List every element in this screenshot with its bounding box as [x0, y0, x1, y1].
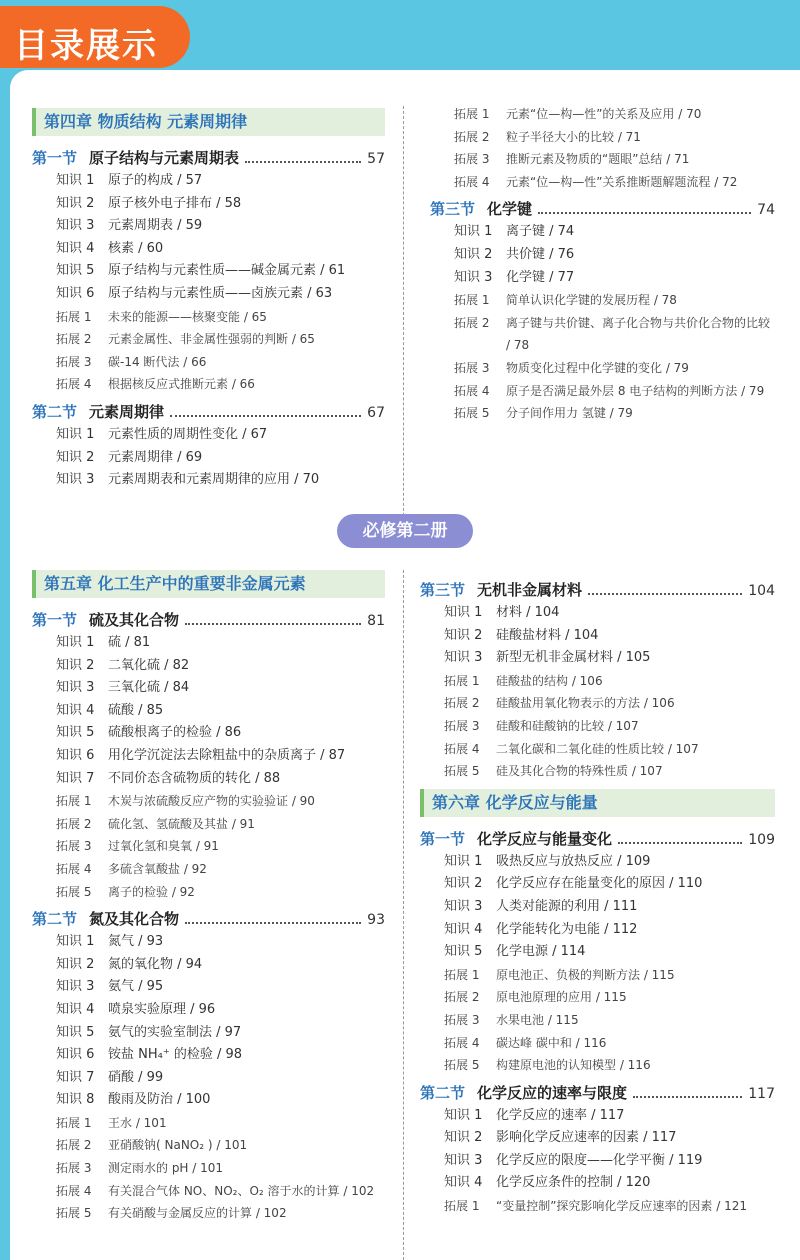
- toc-entry: [32, 283, 385, 306]
- toc-entry: [32, 1180, 385, 1203]
- toc-column-lower-right: [420, 574, 775, 1218]
- entry-tag: 拓展 1: [454, 107, 490, 121]
- header-tab: [0, 6, 190, 68]
- entry-tag: 拓展 3: [56, 839, 92, 854]
- toc-entry: [430, 244, 775, 267]
- section-heading: [32, 907, 385, 931]
- entry-text: 用化学沉淀法去除粗盐中的杂质离子 / 87: [108, 747, 346, 763]
- section-title: 无机非金属材料: [477, 581, 583, 599]
- toc-entry: [32, 954, 385, 977]
- section-heading: [32, 608, 385, 632]
- section-number: 第三节: [430, 200, 476, 219]
- entry-tag: 拓展 1: [444, 1199, 480, 1214]
- section-heading: [420, 1081, 775, 1105]
- chapter-heading: 第五章 化工生产中的重要非金属元素: [32, 570, 385, 598]
- entry-tag: 知识 2: [444, 876, 483, 892]
- toc-entry: [430, 221, 775, 244]
- entry-tag: 知识 5: [444, 944, 483, 960]
- entry-text: 原子核外电子排布 / 58: [108, 195, 242, 211]
- dot-leader: [588, 592, 742, 595]
- section-number: 第二节: [32, 910, 78, 929]
- toc-entry: [32, 632, 385, 655]
- column-divider: [403, 570, 404, 1260]
- entry-text: 物质变化过程中化学键的变化 / 79: [506, 360, 689, 375]
- toc-entry: [32, 424, 385, 447]
- entry-tag: 知识 1: [56, 635, 95, 650]
- section-number: 第二节: [32, 402, 78, 421]
- entry-text: 硅及其化合物的特殊性质 / 107: [496, 764, 663, 779]
- entry-tag: 拓展 3: [444, 1012, 480, 1027]
- toc-entry: [430, 312, 775, 357]
- entry-tag: 知识 6: [56, 285, 95, 301]
- section-page: 57: [367, 151, 385, 167]
- entry-tag: 知识 3: [56, 979, 95, 995]
- toc-entry: [32, 722, 385, 745]
- entry-text: 化学反应条件的控制 / 120: [496, 1175, 651, 1191]
- entry-text: 三氧化硫 / 84: [108, 680, 190, 696]
- entry-tag: 拓展 4: [56, 1183, 92, 1198]
- toc-entry: [420, 873, 775, 896]
- entry-tag: 知识 6: [56, 747, 95, 763]
- entry-tag: 知识 2: [56, 956, 95, 972]
- column-divider: [403, 106, 404, 546]
- entry-text: 元素周期表和元素周期律的应用 / 70: [108, 472, 320, 488]
- entry-text: 离子的检验 / 92: [108, 884, 195, 899]
- entry-text: 化学能转化为电能 / 112: [496, 921, 638, 937]
- entry-tag: 拓展 5: [56, 1206, 92, 1221]
- entry-tag: 知识 5: [56, 1024, 95, 1040]
- section-page: 81: [367, 613, 385, 629]
- toc-entry: [32, 745, 385, 768]
- toc-entry: [32, 373, 385, 396]
- entry-text: 水果电池 / 115: [496, 1012, 579, 1027]
- entry-tag: 拓展 4: [56, 377, 92, 392]
- entry-text: 亚硝酸钠( NaNO₂ ) / 101: [108, 1138, 248, 1153]
- entry-text: 人类对能源的利用 / 111: [496, 898, 638, 914]
- entry-text: 化学键 / 77: [506, 269, 575, 285]
- entry-text: 王水 / 101: [108, 1115, 167, 1130]
- toc-entry: [32, 447, 385, 470]
- entry-tag: 知识 5: [56, 725, 95, 741]
- entry-text: 二氧化碳和二氧化硅的性质比较 / 107: [496, 741, 699, 756]
- toc-entry: [420, 602, 775, 625]
- entry-tag: 知识 3: [444, 650, 483, 666]
- entry-tag: 知识 3: [56, 218, 95, 234]
- entry-tag: 知识 3: [56, 680, 95, 696]
- entry-text: 硫化氢、氢硫酸及其盐 / 91: [108, 816, 255, 831]
- entry-tag: 拓展 3: [454, 152, 490, 167]
- entry-tag: 拓展 2: [454, 129, 490, 144]
- toc-entry: [420, 1105, 775, 1128]
- entry-tag: 拓展 4: [454, 383, 490, 398]
- entry-tag: 拓展 2: [56, 816, 92, 831]
- toc-entry: [32, 768, 385, 791]
- entry-tag: 知识 2: [444, 1130, 483, 1146]
- toc-entry: [32, 1089, 385, 1112]
- toc-entry: [430, 357, 775, 380]
- toc-entry: [430, 267, 775, 290]
- entry-text: 氨气的实验室制法 / 97: [108, 1024, 242, 1040]
- entry-tag: 知识 2: [454, 246, 493, 262]
- toc-entry: [32, 700, 385, 723]
- toc-entry: [420, 692, 775, 715]
- entry-tag: 拓展 4: [454, 174, 490, 189]
- entry-text: 原子的构成 / 57: [108, 173, 203, 188]
- entry-tag: 拓展 4: [444, 741, 480, 756]
- entry-tag: 知识 3: [444, 1152, 483, 1168]
- section-heading: [420, 827, 775, 851]
- entry-tag: 拓展 4: [444, 1035, 480, 1050]
- entry-text: 新型无机非金属材料 / 105: [496, 650, 651, 666]
- dot-leader: [538, 211, 751, 214]
- entry-text: 材料 / 104: [496, 605, 560, 620]
- entry-text: 化学电源 / 114: [496, 944, 586, 960]
- entry-text: 铵盐 NH₄⁺ 的检验 / 98: [108, 1047, 243, 1063]
- entry-text: 影响化学反应速率的因素 / 117: [496, 1130, 677, 1146]
- entry-text: 硫 / 81: [108, 635, 151, 650]
- toc-entry: [32, 790, 385, 813]
- entry-tag: 拓展 1: [56, 794, 92, 809]
- toc-entry: [32, 328, 385, 351]
- section-title: 硫及其化合物: [89, 611, 180, 629]
- entry-text: 氮气 / 93: [108, 934, 164, 950]
- entry-text: 硝酸 / 99: [108, 1069, 164, 1085]
- entry-tag: 拓展 3: [56, 1161, 92, 1176]
- toc-entry: [420, 1009, 775, 1032]
- entry-tag: 知识 4: [444, 1175, 483, 1191]
- entry-tag: 知识 2: [56, 195, 95, 211]
- section-page: 109: [748, 831, 775, 848]
- entry-text: 核素 / 60: [108, 240, 164, 256]
- entry-text: 不同价态含硫物质的转化 / 88: [108, 770, 281, 786]
- entry-tag: 知识 4: [56, 240, 95, 256]
- entry-text: 硅酸盐用氧化物表示的方法 / 106: [496, 696, 675, 711]
- entry-text: 分子间作用力 氢键 / 79: [506, 406, 633, 421]
- toc-entry: [32, 1202, 385, 1225]
- entry-text: 有关硝酸与金属反应的计算 / 102: [108, 1206, 287, 1221]
- toc-entry: [32, 655, 385, 678]
- toc-sheet: [10, 70, 800, 1260]
- entry-tag: 拓展 2: [444, 990, 480, 1005]
- entry-text: 硅酸盐材料 / 104: [496, 627, 599, 643]
- entry-text: 构建原电池的认知模型 / 116: [496, 1058, 651, 1073]
- entry-text: 多硫含氧酸盐 / 92: [108, 861, 207, 876]
- entry-text: 元素周期表 / 59: [108, 218, 203, 234]
- toc-entry: [430, 126, 775, 149]
- toc-column-upper-left: [32, 108, 385, 492]
- entry-text: 喷泉实验原理 / 96: [108, 1001, 216, 1017]
- entry-text: 元素“位—构—性”的关系及应用 / 70: [506, 107, 702, 121]
- entry-tag: 知识 1: [454, 224, 493, 240]
- toc-entry: [32, 238, 385, 261]
- entry-tag: 知识 4: [56, 1001, 95, 1017]
- entry-tag: 拓展 5: [56, 884, 92, 899]
- toc-entry: [32, 1157, 385, 1180]
- toc-entry: [420, 670, 775, 693]
- entry-tag: 知识 2: [56, 449, 95, 465]
- entry-tag: 知识 1: [444, 605, 483, 620]
- entry-tag: 拓展 3: [56, 354, 92, 369]
- section-number: 第一节: [32, 611, 78, 629]
- toc-entry: [32, 835, 385, 858]
- entry-tag: 知识 4: [444, 921, 483, 937]
- entry-text: 离子键 / 74: [506, 224, 575, 240]
- entry-tag: 拓展 5: [444, 1058, 480, 1073]
- toc-column-lower-left: [32, 570, 385, 1225]
- toc-entry: [32, 858, 385, 881]
- entry-text: 氨气 / 95: [108, 979, 164, 995]
- entry-text: 过氧化氢和臭氧 / 91: [108, 839, 219, 854]
- entry-text: 原子结构与元素性质——碱金属元素 / 61: [108, 263, 346, 279]
- toc-entry: [32, 306, 385, 329]
- toc-entry: [32, 813, 385, 836]
- entry-tag: 知识 8: [56, 1092, 95, 1108]
- entry-text: “变量控制”探究影响化学反应速率的因素 / 121: [496, 1199, 748, 1214]
- toc-entry: [32, 931, 385, 954]
- entry-text: 化学反应的限度——化学平衡 / 119: [496, 1152, 703, 1168]
- section-page: 117: [748, 1085, 775, 1102]
- entry-tag: 拓展 1: [56, 1115, 92, 1130]
- toc-entry: [420, 738, 775, 761]
- toc-entry: [32, 469, 385, 492]
- entry-tag: 拓展 2: [444, 696, 480, 711]
- entry-text: 推断元素及物质的“题眼”总结 / 71: [506, 152, 690, 167]
- section-title: 元素周期律: [89, 402, 165, 421]
- section-number: 第一节: [32, 149, 78, 167]
- section-heading: [430, 197, 775, 221]
- dot-leader: [170, 414, 361, 417]
- entry-tag: 知识 3: [444, 898, 483, 914]
- entry-tag: 拓展 3: [454, 360, 490, 375]
- toc-entry: [430, 289, 775, 312]
- entry-tag: 拓展 5: [454, 406, 490, 421]
- toc-entry: [32, 1112, 385, 1135]
- entry-tag: 拓展 1: [454, 293, 490, 308]
- dot-leader: [618, 841, 742, 844]
- entry-text: 木炭与浓硫酸反应产物的实验验证 / 90: [108, 794, 315, 809]
- entry-text: 共价键 / 76: [506, 246, 575, 262]
- entry-text: 原子是否满足最外层 8 电子结构的判断方法 / 79: [506, 383, 765, 398]
- entry-text: 原电池原理的应用 / 115: [496, 990, 627, 1005]
- entry-text: 硫酸根离子的检验 / 86: [108, 725, 242, 741]
- toc-entry: [420, 715, 775, 738]
- entry-tag: 拓展 2: [56, 332, 92, 347]
- section-page: 93: [367, 912, 385, 929]
- toc-entry: [32, 1067, 385, 1090]
- entry-text: 原电池正、负极的判断方法 / 115: [496, 967, 675, 982]
- entry-tag: 拓展 4: [56, 861, 92, 876]
- toc-entry: [32, 1044, 385, 1067]
- entry-text: 氮的氧化物 / 94: [108, 956, 203, 972]
- toc-entry: [420, 625, 775, 648]
- entry-text: 硫酸 / 85: [108, 702, 164, 718]
- toc-entry: [430, 380, 775, 403]
- entry-tag: 知识 1: [56, 426, 95, 442]
- chapter-heading: 第六章 化学反应与能量: [420, 789, 775, 817]
- dot-leader: [185, 921, 361, 924]
- chapter-heading: 第四章 物质结构 元素周期律: [32, 108, 385, 136]
- entry-text: 粒子半径大小的比较 / 71: [506, 129, 641, 144]
- dot-leader: [185, 622, 361, 625]
- toc-entry: [430, 171, 775, 194]
- section-page: 104: [748, 583, 775, 599]
- section-title: 原子结构与元素周期表: [89, 149, 240, 167]
- entry-text: 元素“位—构—性”关系推断题解题流程 / 72: [506, 174, 738, 189]
- entry-text: 有关混合气体 NO、NO₂、O₂ 溶于水的计算 / 102: [108, 1183, 375, 1198]
- entry-text: 元素金属性、非金属性强弱的判断 / 65: [108, 332, 315, 347]
- toc-entry: [420, 851, 775, 874]
- entry-tag: 拓展 1: [444, 967, 480, 982]
- entry-text: 碳-14 断代法 / 66: [108, 354, 207, 369]
- toc-column-upper-right: [430, 103, 775, 425]
- section-heading: [32, 400, 385, 424]
- section-title: 化学反应与能量变化: [477, 829, 613, 848]
- dot-leader: [633, 1095, 742, 1098]
- section-number: 第二节: [420, 1083, 466, 1102]
- section-number: 第一节: [420, 829, 466, 848]
- entry-text: 简单认识化学键的发展历程 / 78: [506, 293, 677, 308]
- toc-entry: [32, 677, 385, 700]
- toc-entry: [430, 148, 775, 171]
- entry-tag: 拓展 1: [56, 309, 92, 324]
- entry-text: 硅酸和硅酸钠的比较 / 107: [496, 718, 639, 733]
- toc-entry: [32, 976, 385, 999]
- entry-text: 硅酸盐的结构 / 106: [496, 673, 603, 688]
- toc-entry: [420, 1127, 775, 1150]
- entry-tag: 知识 4: [56, 702, 95, 718]
- page-title: 目录展示: [14, 26, 158, 66]
- section-title: 氮及其化合物: [89, 910, 180, 929]
- toc-entry: [32, 193, 385, 216]
- toc-entry: [430, 103, 775, 126]
- section-number: 第三节: [420, 581, 466, 599]
- entry-text: 原子结构与元素性质——卤族元素 / 63: [108, 285, 333, 301]
- toc-entry: [32, 1022, 385, 1045]
- entry-text: 碳达峰 碳中和 / 116: [496, 1035, 607, 1050]
- toc-entry: [420, 1195, 775, 1218]
- entry-text: 未来的能源——核聚变能 / 65: [108, 309, 267, 324]
- entry-tag: 拓展 1: [444, 673, 480, 688]
- toc-entry: [420, 941, 775, 964]
- entry-tag: 拓展 5: [444, 764, 480, 779]
- entry-tag: 拓展 2: [454, 315, 490, 330]
- toc-entry: [420, 1032, 775, 1055]
- toc-entry: [32, 170, 385, 193]
- entry-tag: 知识 3: [454, 269, 493, 285]
- section-page: 74: [757, 202, 775, 219]
- entry-text: 元素周期律 / 69: [108, 449, 203, 465]
- section-page: 67: [367, 404, 385, 421]
- entry-tag: 拓展 2: [56, 1138, 92, 1153]
- entry-text: 二氧化硫 / 82: [108, 657, 190, 673]
- toc-entry: [420, 647, 775, 670]
- section-heading: [32, 146, 385, 170]
- entry-tag: 知识 1: [444, 853, 483, 869]
- entry-tag: 知识 3: [56, 472, 95, 488]
- toc-entry: [430, 402, 775, 425]
- entry-tag: 知识 1: [444, 1107, 483, 1123]
- entry-text: 化学反应的速率 / 117: [496, 1107, 625, 1123]
- entry-tag: 知识 2: [444, 627, 483, 643]
- entry-text: 吸热反应与放热反应 / 109: [496, 853, 651, 869]
- entry-tag: 知识 1: [56, 173, 95, 188]
- toc-entry: [32, 215, 385, 238]
- toc-entry: [32, 260, 385, 283]
- toc-entry: [32, 999, 385, 1022]
- toc-entry: [32, 351, 385, 374]
- toc-entry: [420, 760, 775, 783]
- toc-entry: [420, 1172, 775, 1195]
- toc-entry: [32, 881, 385, 904]
- toc-entry: [420, 964, 775, 987]
- toc-entry: [420, 896, 775, 919]
- entry-tag: 知识 7: [56, 770, 95, 786]
- section-title: 化学反应的速率与限度: [477, 1083, 628, 1102]
- volume-label: 必修第二册: [337, 514, 473, 548]
- dot-leader: [245, 160, 361, 163]
- entry-text: 根据核反应式推断元素 / 66: [108, 377, 255, 392]
- entry-tag: 知识 5: [56, 263, 95, 279]
- entry-tag: 知识 6: [56, 1047, 95, 1063]
- entry-text: 酸雨及防治 / 100: [108, 1092, 211, 1108]
- toc-entry: [420, 1054, 775, 1077]
- entry-text: 离子键与共价键、离子化合物与共价化合物的比较 / 78: [506, 315, 771, 353]
- entry-tag: 知识 7: [56, 1069, 95, 1085]
- toc-entry: [420, 986, 775, 1009]
- section-title: 化学键: [487, 200, 533, 219]
- entry-text: 元素性质的周期性变化 / 67: [108, 426, 268, 442]
- entry-text: 测定雨水的 pH / 101: [108, 1161, 224, 1176]
- entry-tag: 知识 1: [56, 934, 95, 950]
- entry-tag: 拓展 3: [444, 718, 480, 733]
- toc-entry: [420, 1150, 775, 1173]
- toc-entry: [420, 919, 775, 942]
- entry-text: 化学反应存在能量变化的原因 / 110: [496, 876, 703, 892]
- section-heading: [420, 578, 775, 602]
- entry-tag: 知识 2: [56, 657, 95, 673]
- toc-entry: [32, 1134, 385, 1157]
